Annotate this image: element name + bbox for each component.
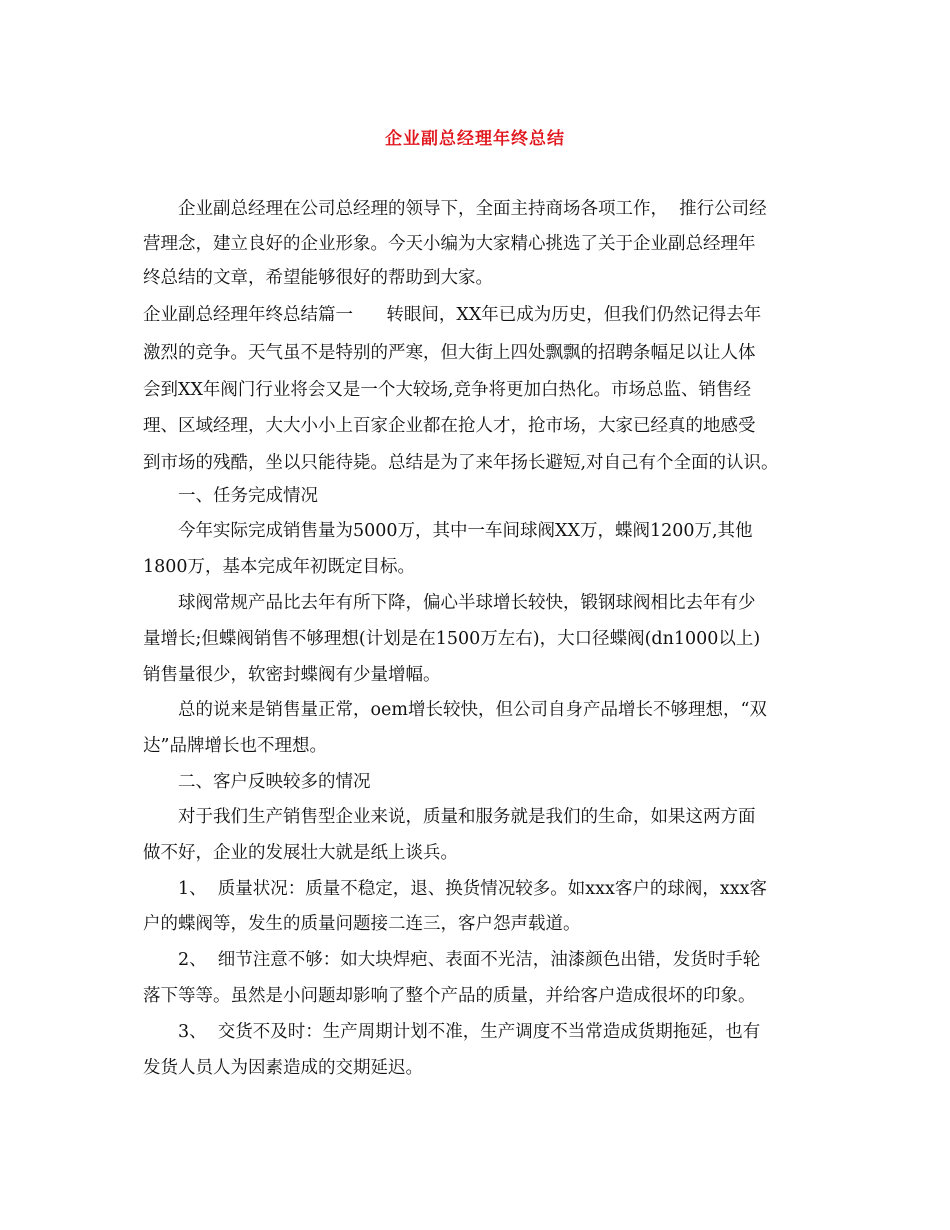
list-item-line: 1、 质量状况：质量不稳定，退、换货情况较多。如xxx客户的球阀，xxx客 [178, 879, 767, 899]
list-item-line: 发货人员人为因素造成的交期延迟。 [143, 1058, 423, 1078]
paragraph-line: 会到XX年阀门行业将会又是一个大较场,竞争将更加白热化。市场总监、销售经 [143, 380, 751, 400]
paragraph-line: 总的说来是销售量正常，oem增长较快，但公司自身产品增长不够理想，“双 [178, 700, 767, 720]
paragraph-line: 量增长;但蝶阀销售不够理想(计划是在1500万左右)，大口径蝶阀(dn1000以上) [143, 629, 761, 649]
list-item-line: 落下等等。虽然是小问题却影响了整个产品的质量，并给客户造成很坏的印象。 [143, 986, 756, 1006]
paragraph-line: 终总结的文章，希望能够很好的帮助到大家。 [143, 268, 493, 288]
section-heading: 一、任务完成情况 [178, 486, 318, 506]
list-item-line: 户的蝶阀等，发生的质量问题接二连三，客户怨声载道。 [143, 914, 581, 934]
paragraph-line: 销售量很少，软密封蝶阀有少量增幅。 [143, 665, 441, 685]
paragraph-line: 达”品牌增长也不理想。 [143, 736, 327, 756]
paragraph-line: 1800万，基本完成年初既定目标。 [143, 557, 416, 577]
list-item-line: 2、 细节注意不够：如大块焊疤、表面不光洁，油漆颜色出错，发货时手轮 [178, 950, 761, 970]
section-heading: 二、客户反映较多的情况 [178, 772, 371, 792]
paragraph-line: 理、区域经理，大大小小上百家企业都在抢人才，抢市场，大家已经真的地感受 [143, 416, 756, 436]
paragraph-line: 对于我们生产销售型企业来说，质量和服务就是我们的生命，如果这两方面 [178, 807, 756, 827]
document-title: 企业副总经理年终总结 [385, 129, 565, 149]
paragraph-line: 企业副总经理年终总结篇一 转眼间，XX年已成为历史，但我们仍然记得去年 [143, 305, 762, 325]
paragraph-line: 球阀常规产品比去年有所下降，偏心半球增长较快，锻钢球阀相比去年有少 [178, 593, 756, 613]
paragraph-line: 激烈的竞争。天气虽不是特别的严寒，但大街上四处飘飘的招聘条幅足以让人体 [143, 343, 756, 363]
list-item-line: 3、 交货不及时：生产周期计划不准，生产调度不当常造成货期拖延，也有 [178, 1022, 761, 1042]
paragraph-line: 今年实际完成销售量为5000万，其中一车间球阀XX万，蝶阀1200万,其他 [178, 521, 753, 541]
paragraph-line: 企业副总经理在公司总经理的领导下，全面主持商场各项工作， 推行公司经 [178, 199, 767, 219]
paragraph-line: 营理念，建立良好的企业形象。今天小编为大家精心挑选了关于企业副总经理年 [143, 234, 756, 254]
paragraph-line: 做不好，企业的发展壮大就是纸上谈兵。 [143, 843, 458, 863]
paragraph-line: 到市场的残酷，坐以只能待毙。总结是为了来年扬长避短,对自己有个全面的认识。 [143, 453, 779, 473]
